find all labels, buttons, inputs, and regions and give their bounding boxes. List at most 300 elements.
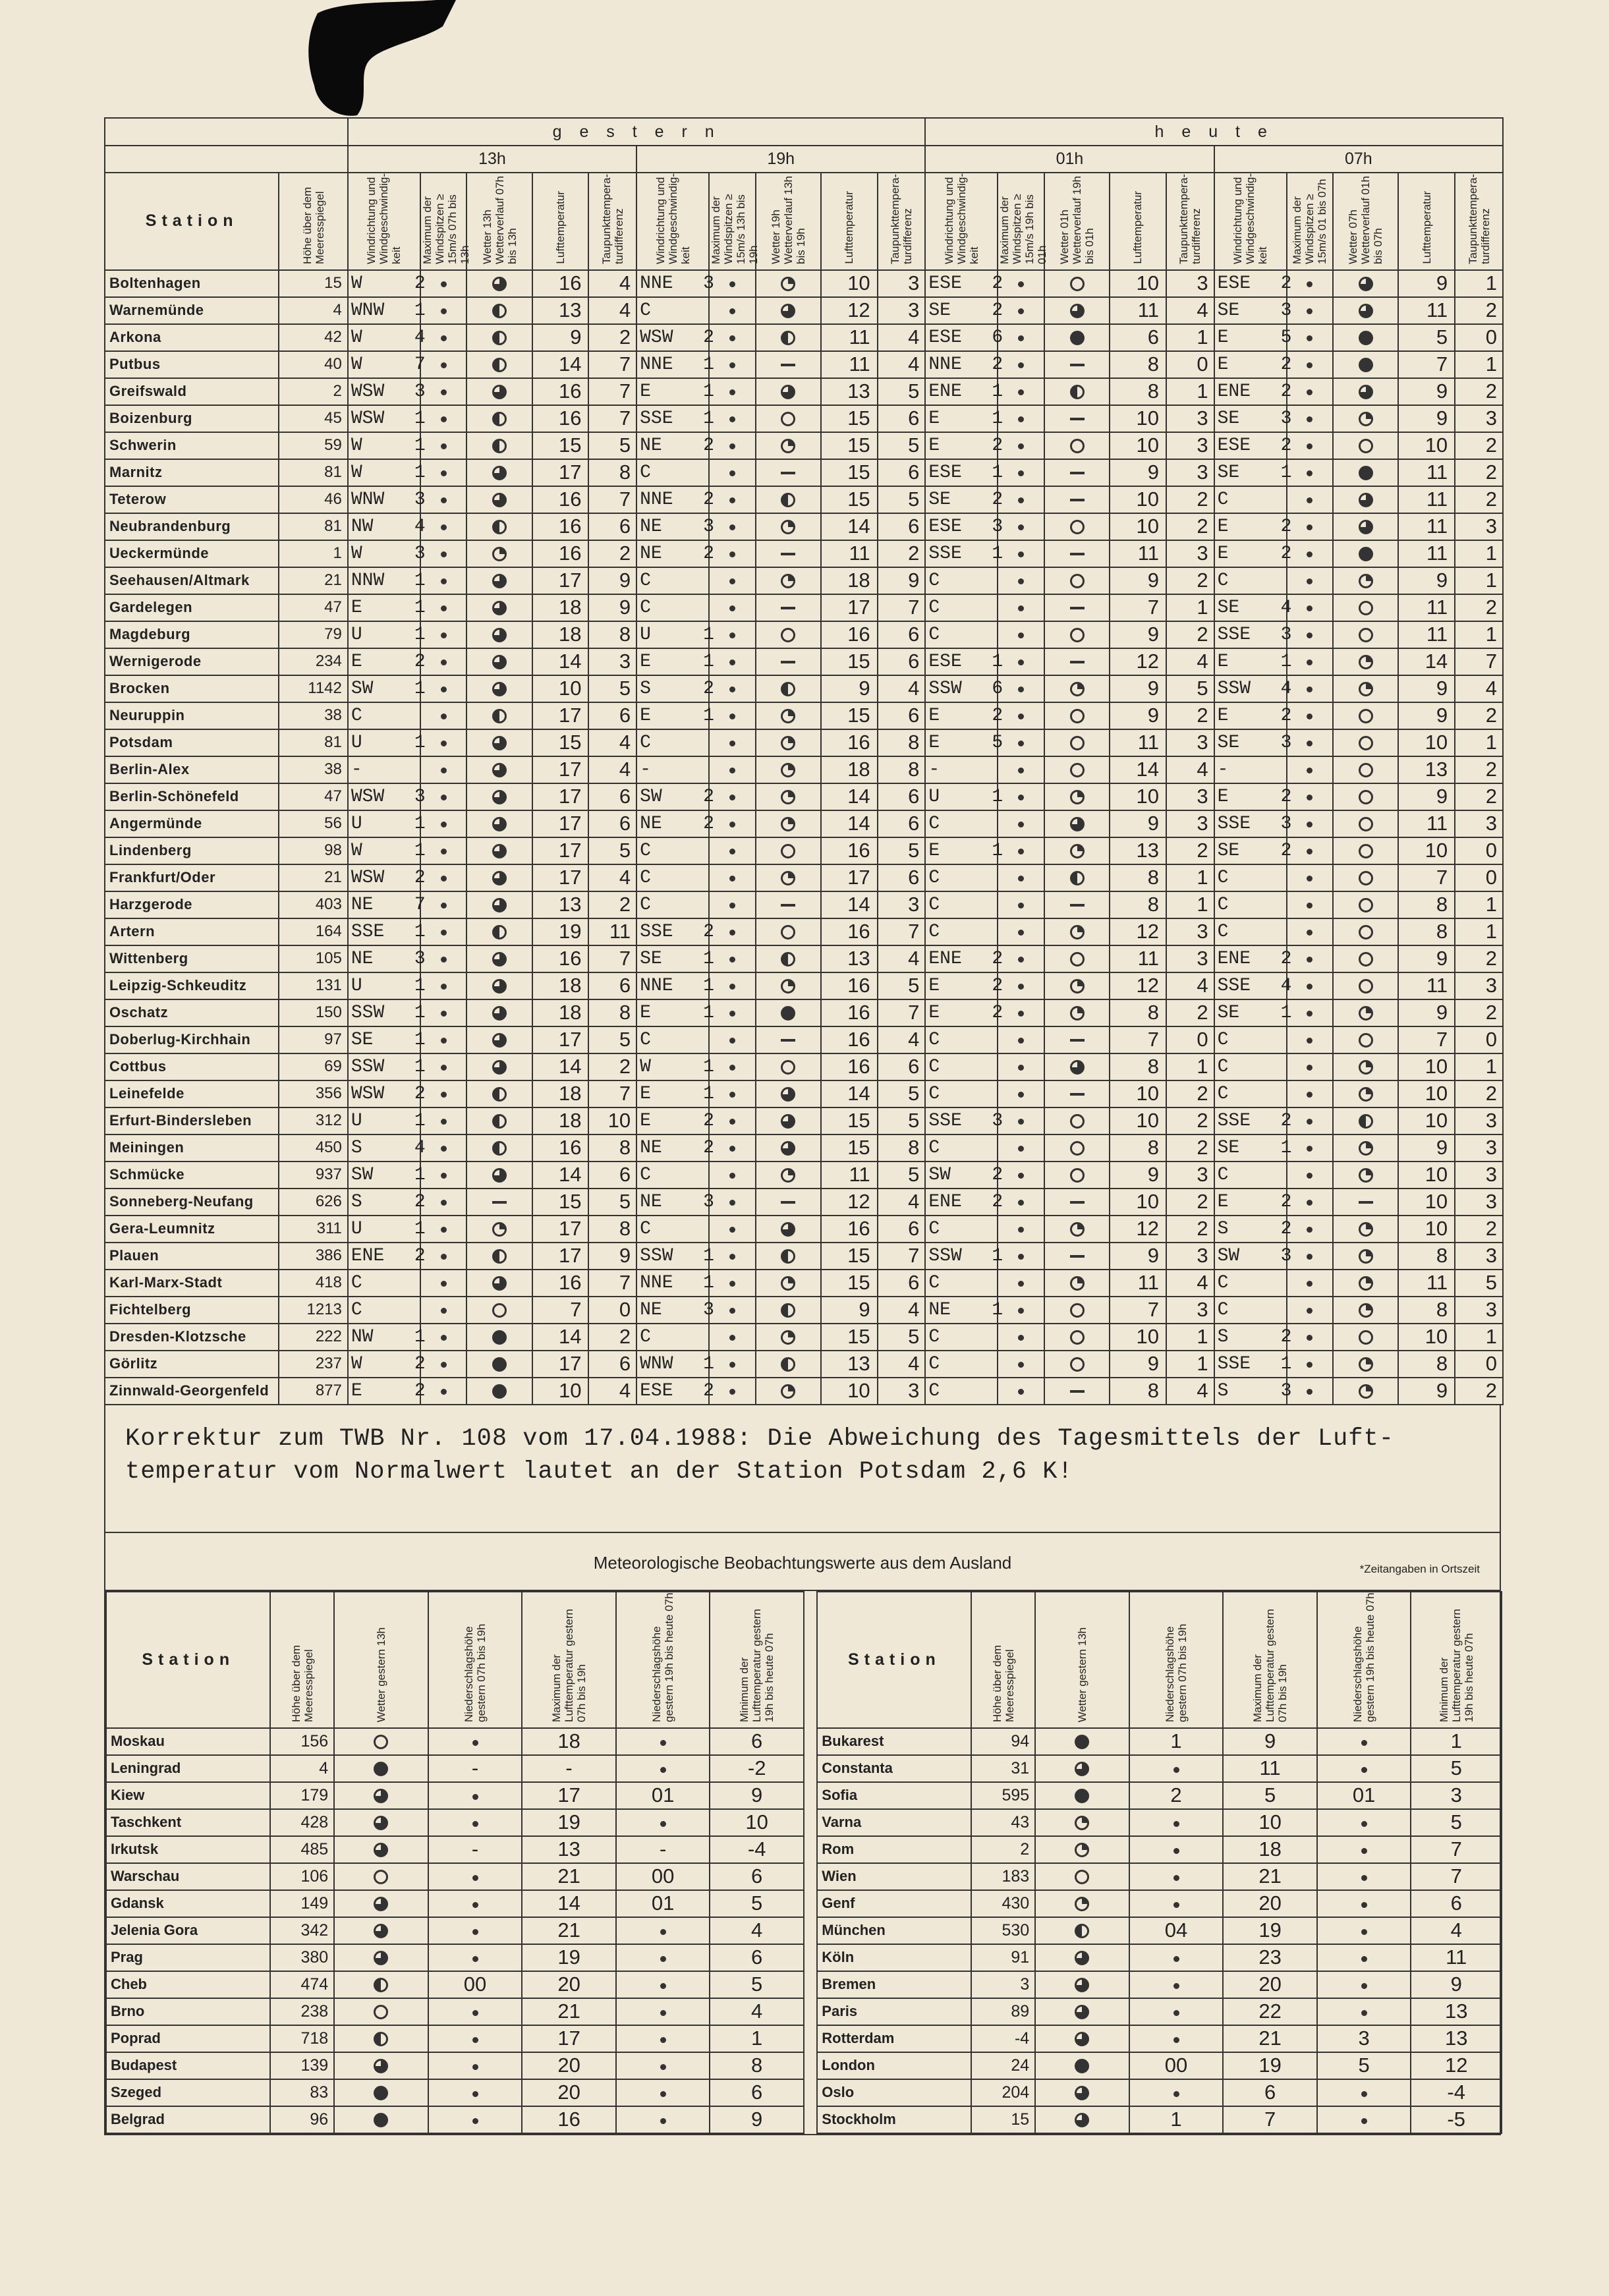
air-temperature: 16	[821, 837, 878, 864]
half-cloud-icon	[1070, 385, 1085, 399]
station-row	[105, 459, 1503, 486]
abroad-station-height: -4	[971, 2025, 1035, 2052]
wind-direction: C	[640, 597, 651, 618]
station-name: Cottbus	[105, 1053, 279, 1080]
mostly-cloudy-icon	[1070, 1060, 1085, 1075]
dewpoint-difference: 5	[878, 837, 926, 864]
dew-07-header: Taupunkttempera-turdifferenz	[1466, 173, 1492, 264]
weather-symbol-cell	[756, 918, 821, 945]
air-temperature: 13	[532, 297, 589, 324]
no-precip-dot-icon	[1361, 2118, 1367, 2124]
no-gust-dot-icon	[1307, 659, 1313, 665]
wind-direction: SW	[351, 678, 374, 699]
station-name: Marnitz	[105, 459, 279, 486]
no-observation-dash-icon	[1070, 364, 1085, 366]
mostly-cloudy-icon	[781, 385, 795, 399]
weather-symbol-cell	[756, 351, 821, 378]
air-temperature: 17	[532, 1216, 589, 1243]
wind-direction: NE	[640, 1299, 662, 1320]
wind-cell	[925, 1270, 998, 1297]
air-temperature: 12	[1110, 1216, 1166, 1243]
min-temperature: 13	[1411, 1998, 1502, 2025]
weather-symbol-cell	[1333, 945, 1398, 972]
mostly-cloudy-icon	[492, 601, 507, 615]
wind-direction: U	[351, 813, 362, 834]
air-temperature: 13	[1398, 756, 1455, 783]
wind-cell	[348, 783, 426, 810]
weather-symbol-cell	[756, 1351, 821, 1378]
no-precip-dot-icon	[472, 2064, 478, 2070]
station-row	[105, 351, 1503, 378]
no-gust-dot-icon	[1307, 416, 1313, 422]
wind-direction: U	[640, 624, 651, 645]
wind-speed: 1	[414, 462, 426, 483]
no-gust-dot-icon	[729, 281, 735, 287]
station-row	[105, 378, 1503, 405]
dewpoint-difference: 5	[588, 1189, 636, 1216]
wind-direction: SSW	[351, 1002, 385, 1023]
max-temperature: 18	[1223, 1836, 1317, 1863]
abroad-station-name: Taschkent	[106, 1809, 270, 1836]
wind-cell	[636, 837, 709, 864]
station-height: 69	[279, 1053, 348, 1080]
wind-cell	[348, 972, 426, 999]
dewpoint-difference: 3	[1166, 810, 1214, 837]
wind-direction: NE	[351, 948, 374, 969]
wind-direction: C	[1217, 1029, 1229, 1050]
station-height: 47	[279, 783, 348, 810]
no-precip-dot-icon	[660, 1821, 666, 1827]
wind-cell	[636, 675, 714, 702]
station-name: Wernigerode	[105, 648, 279, 675]
station-height: 42	[279, 324, 348, 351]
no-gust-dot-icon	[441, 1119, 447, 1125]
abroad-station-name: Bremen	[817, 1971, 971, 1998]
abroad-rows	[106, 1728, 1502, 2133]
half-cloud-icon	[492, 925, 507, 939]
wind-direction: SSE	[640, 408, 673, 429]
wind-direction: NNE	[640, 1272, 673, 1293]
weather-symbol-cell	[1044, 1053, 1110, 1080]
dewpoint-difference: 7	[588, 1270, 636, 1297]
station-height: 40	[279, 351, 348, 378]
weather-symbol-cell	[756, 567, 821, 594]
dewpoint-difference: 2	[1455, 594, 1503, 621]
mostly-cloudy-icon	[492, 1276, 507, 1291]
air-temperature: 10	[1398, 1324, 1455, 1351]
wind-cell	[348, 567, 426, 594]
min-temperature: 5	[1411, 1755, 1502, 1782]
no-precip-dot-icon	[1173, 1848, 1179, 1854]
no-gust-dot-icon	[1018, 768, 1024, 773]
weather-symbol-cell	[1333, 540, 1398, 567]
temp-19-header: Lufttemperatur	[843, 191, 856, 264]
overcast-icon	[1075, 1735, 1089, 1749]
air-temperature: 17	[532, 810, 589, 837]
station-name: Plauen	[105, 1243, 279, 1270]
no-gust-dot-icon	[441, 1011, 447, 1017]
air-temperature: 11	[1398, 1270, 1455, 1297]
abroad-station-header-right: Station	[817, 1592, 971, 1728]
air-temperature: 8	[1110, 891, 1166, 918]
mostly-cloudy-icon	[492, 952, 507, 966]
wind-speed: 2	[1280, 948, 1292, 969]
wind-speed: 2	[1280, 1326, 1292, 1347]
dew-13-header: Taupunkttempera-turdifferenz	[600, 173, 625, 264]
overcast-icon	[1075, 2059, 1089, 2073]
abroad-head-precip1-right: Niederschlagshöhe gestern 07h bis 19h	[1164, 1623, 1189, 1722]
dewpoint-difference: 6	[878, 810, 926, 837]
wind-speed: 3	[414, 786, 426, 807]
wind-cell	[636, 864, 709, 891]
precip-day	[1129, 1809, 1224, 1836]
weather-symbol-cell	[756, 1243, 821, 1270]
wind-direction: C	[351, 1272, 362, 1293]
station-name: Berlin-Schönefeld	[105, 783, 279, 810]
abroad-station-height: 179	[270, 1782, 334, 1809]
precip-day	[428, 1782, 522, 1809]
air-temperature: 18	[532, 594, 589, 621]
wind-direction: NW	[351, 516, 374, 537]
weather-symbol-cell	[466, 1189, 532, 1216]
wind-cell	[925, 513, 1003, 540]
dewpoint-difference: 1	[1455, 567, 1503, 594]
weather-symbol-cell	[756, 297, 821, 324]
half-cloud-icon	[781, 331, 795, 345]
dewpoint-difference: 3	[1166, 729, 1214, 756]
half-cloud-icon	[374, 2032, 388, 2046]
wind-direction: C	[1217, 1083, 1229, 1104]
wind-speed: 5	[992, 732, 1003, 753]
air-temperature: 9	[1398, 783, 1455, 810]
wind-speed: 2	[1280, 354, 1292, 375]
air-temperature: 7	[1110, 1026, 1166, 1053]
air-temperature: 13	[821, 1351, 878, 1378]
dewpoint-difference: 4	[588, 864, 636, 891]
no-gust-dot-icon	[1018, 903, 1024, 909]
wind-cell	[925, 432, 1003, 459]
weather-symbol-cell	[466, 567, 532, 594]
overcast-icon	[374, 2086, 388, 2100]
station-name: Leinefelde	[105, 1080, 279, 1107]
no-gust-dot-icon	[441, 659, 447, 665]
wind-cell	[1214, 1324, 1292, 1351]
wind-cell	[1214, 918, 1287, 945]
abroad-station-height: 3	[971, 1971, 1035, 1998]
no-gust-dot-icon	[441, 741, 447, 746]
wind-cell	[348, 837, 426, 864]
weather-symbol-cell	[756, 1053, 821, 1080]
wind-cell	[925, 1378, 998, 1405]
wind-cell	[925, 1053, 998, 1080]
wind-direction: C	[928, 894, 940, 915]
no-observation-dash-icon	[1070, 1255, 1085, 1258]
weather-symbol-cell	[756, 1270, 821, 1297]
wind-speed: 1	[992, 408, 1003, 429]
no-precip-dot-icon	[1361, 2091, 1367, 2097]
station-height: 418	[279, 1270, 348, 1297]
precip-night: 01	[616, 1890, 710, 1917]
no-gust-dot-icon	[729, 1146, 735, 1152]
air-temperature: 16	[821, 1026, 878, 1053]
dewpoint-difference: 2	[1455, 1080, 1503, 1107]
no-observation-dash-icon	[781, 364, 795, 366]
no-precip-dot-icon	[472, 1956, 478, 1962]
air-temperature: 18	[532, 621, 589, 648]
clear-sky-icon	[1070, 763, 1085, 777]
dewpoint-difference: 6	[588, 810, 636, 837]
dewpoint-difference: 3	[1166, 918, 1214, 945]
hour-19h: 19h	[636, 146, 925, 173]
wind-direction: -	[351, 759, 362, 780]
wind-speed: 1	[414, 1029, 426, 1050]
dewpoint-difference: 8	[588, 1134, 636, 1162]
dewpoint-difference: 4	[588, 297, 636, 324]
dewpoint-difference: 1	[1455, 621, 1503, 648]
air-temperature: 9	[821, 675, 878, 702]
weather-symbol-cell	[1333, 783, 1398, 810]
station-height: 81	[279, 513, 348, 540]
half-cloud-icon	[492, 412, 507, 426]
wind-cell	[1214, 945, 1292, 972]
abroad-station-height: 530	[971, 1917, 1035, 1944]
no-gust-dot-icon	[441, 714, 447, 719]
weather-symbol-cell	[1333, 648, 1398, 675]
wind-cell	[1214, 783, 1292, 810]
no-observation-dash-icon	[781, 1201, 795, 1204]
weather-symbol-cell	[466, 1162, 532, 1189]
air-temperature: 18	[532, 1080, 589, 1107]
no-precip-dot-icon	[472, 1794, 478, 1800]
abroad-station-height: 94	[971, 1728, 1035, 1755]
air-temperature: 14	[1398, 648, 1455, 675]
wind-cell	[925, 783, 1003, 810]
light-cloud-icon	[781, 1276, 795, 1291]
wind-cell	[348, 297, 426, 324]
no-precip-dot-icon	[1173, 1875, 1179, 1881]
wind-direction: ESE	[928, 327, 962, 348]
station-name: Arkona	[105, 324, 279, 351]
weather-symbol-cell	[1044, 972, 1110, 999]
no-gust-dot-icon	[1307, 1389, 1313, 1395]
no-observation-dash-icon	[1070, 553, 1085, 555]
wind-speed: 1	[703, 381, 714, 402]
wind-cell	[348, 1080, 426, 1107]
no-gust-dot-icon	[1307, 1335, 1313, 1341]
wind-direction: C	[640, 1029, 651, 1050]
wind-speed: 2	[1280, 435, 1292, 456]
wind-direction: SE	[640, 948, 662, 969]
half-cloud-icon	[492, 1087, 507, 1102]
air-temperature: 13	[1110, 837, 1166, 864]
dewpoint-difference: 4	[588, 729, 636, 756]
no-precip-dot-icon	[1173, 1983, 1179, 1989]
wind-cell	[348, 432, 426, 459]
wind-speed: 1	[414, 597, 426, 618]
wind-cell	[636, 648, 714, 675]
mostly-cloudy-icon	[1070, 304, 1085, 318]
wind-cell	[636, 459, 709, 486]
overcast-icon	[374, 2113, 388, 2127]
wind-cell	[348, 702, 420, 729]
light-cloud-icon	[781, 439, 795, 453]
no-gust-dot-icon	[1018, 389, 1024, 395]
dewpoint-difference: 0	[1455, 837, 1503, 864]
wind-direction: SSW	[928, 678, 962, 699]
dewpoint-difference: 2	[1166, 486, 1214, 513]
wind-speed: 1	[703, 1353, 714, 1374]
mostly-cloudy-icon	[492, 817, 507, 831]
abroad-head-tmin-left: Minimum der Lufttemperatur gestern 19h bis heute 07h	[738, 1608, 776, 1722]
weather-symbol-cell	[1044, 729, 1110, 756]
dewpoint-difference: 6	[588, 1351, 636, 1378]
air-temperature: 13	[821, 945, 878, 972]
abroad-station-name: Brno	[106, 1998, 270, 2025]
abroad-head-tmax-right: Maximum der Lufttemperatur gestern 07h bis 19h	[1251, 1608, 1289, 1722]
air-temperature: 11	[1110, 729, 1166, 756]
wind-speed: 1	[414, 813, 426, 834]
air-temperature: 10	[1110, 513, 1166, 540]
wind-direction: S	[640, 678, 651, 699]
wind-cell	[348, 1053, 426, 1080]
max-temperature: 19	[522, 1809, 616, 1836]
no-gust-dot-icon	[1307, 1362, 1313, 1368]
no-precip-dot-icon	[1361, 2010, 1367, 2016]
half-cloud-icon	[781, 952, 795, 966]
dewpoint-difference: 0	[1455, 1351, 1503, 1378]
precip-night	[1317, 1890, 1411, 1917]
air-temperature: 11	[1398, 513, 1455, 540]
no-gust-dot-icon	[1018, 822, 1024, 827]
dewpoint-difference: 6	[588, 1162, 636, 1189]
dewpoint-difference: 5	[588, 1026, 636, 1053]
dewpoint-difference: 5	[878, 1324, 926, 1351]
wind-direction: U	[928, 786, 940, 807]
wind-cell	[636, 594, 709, 621]
wind-direction: SW	[351, 1164, 374, 1185]
dewpoint-difference: 2	[1166, 513, 1214, 540]
light-cloud-icon	[1359, 1249, 1373, 1264]
no-observation-dash-icon	[781, 607, 795, 609]
dewpoint-difference: 2	[588, 324, 636, 351]
dewpoint-difference: 3	[1455, 810, 1503, 837]
half-cloud-icon	[492, 358, 507, 372]
max-temperature: 20	[1223, 1890, 1317, 1917]
dew-19-header: Taupunkttempera-turdifferenz	[889, 173, 915, 264]
wind-direction: SE	[1217, 840, 1240, 861]
air-temperature: 10	[1110, 1080, 1166, 1107]
wind-cell	[348, 1297, 420, 1324]
station-row	[105, 594, 1503, 621]
dewpoint-difference: 3	[1455, 1107, 1503, 1134]
precip-day: -	[428, 1755, 522, 1782]
wind-cell	[636, 783, 714, 810]
weather-symbol-cell	[756, 621, 821, 648]
weather-symbol-cell	[1333, 837, 1398, 864]
no-observation-dash-icon	[1359, 1201, 1373, 1204]
dewpoint-difference: 6	[878, 648, 926, 675]
light-cloud-icon	[1359, 1168, 1373, 1183]
dewpoint-difference: 7	[878, 594, 926, 621]
no-gust-dot-icon	[441, 1254, 447, 1260]
weather-symbol-cell	[1333, 675, 1398, 702]
weather-symbol-cell	[1044, 1324, 1110, 1351]
air-temperature: 11	[1398, 459, 1455, 486]
mostly-cloudy-icon	[492, 871, 507, 885]
station-name: Boizenburg	[105, 405, 279, 432]
precip-day	[428, 1863, 522, 1890]
light-cloud-icon	[1070, 682, 1085, 696]
weather-symbol-cell	[756, 729, 821, 756]
wind-direction: C	[928, 1029, 940, 1050]
abroad-station-name: Varna	[817, 1809, 971, 1836]
abroad-weather-cell	[334, 2025, 428, 2052]
max-temperature: 19	[522, 1944, 616, 1971]
light-cloud-icon	[1070, 1006, 1085, 1021]
no-gust-dot-icon	[1307, 308, 1313, 314]
weather-symbol-cell	[466, 594, 532, 621]
dewpoint-difference: 4	[878, 1189, 926, 1216]
abroad-weather-cell	[334, 1809, 428, 1836]
clear-sky-icon	[1070, 1303, 1085, 1318]
half-cloud-icon	[492, 1114, 507, 1129]
wind-direction: C	[640, 867, 651, 888]
overcast-icon	[1070, 331, 1085, 345]
wind-speed: 4	[414, 516, 426, 537]
weather-symbol-cell	[756, 378, 821, 405]
wind-speed: 2	[703, 327, 714, 348]
dewpoint-difference: 1	[1455, 891, 1503, 918]
dewpoint-difference: 9	[878, 567, 926, 594]
abroad-row	[106, 2079, 1502, 2106]
mostly-cloudy-icon	[1359, 520, 1373, 534]
no-precip-dot-icon	[1361, 1767, 1367, 1773]
wind-speed: 1	[992, 381, 1003, 402]
no-gust-dot-icon	[1307, 335, 1313, 341]
weather-symbol-cell	[466, 513, 532, 540]
weather-symbol-cell	[1044, 756, 1110, 783]
wind-cell	[636, 1107, 714, 1134]
max-temperature: 17	[522, 2025, 616, 2052]
dewpoint-difference: 7	[878, 999, 926, 1026]
wind-speed: 1	[703, 354, 714, 375]
weather-symbol-cell	[1333, 270, 1398, 297]
no-gust-dot-icon	[1018, 1065, 1024, 1071]
station-rows	[105, 270, 1503, 1405]
wind-cell	[925, 324, 1003, 351]
dewpoint-difference: 2	[1166, 1080, 1214, 1107]
dewpoint-difference: 3	[1166, 945, 1214, 972]
dewpoint-difference: 7	[588, 351, 636, 378]
no-precip-dot-icon	[1173, 2037, 1179, 2043]
wind-direction: C	[928, 1326, 940, 1347]
wind-speed: 3	[414, 948, 426, 969]
wind-cell	[925, 648, 1003, 675]
no-gust-dot-icon	[729, 686, 735, 692]
wind-speed: 3	[703, 1191, 714, 1212]
air-temperature: 11	[1110, 297, 1166, 324]
air-temperature: 15	[532, 432, 589, 459]
abroad-station-height: 156	[270, 1728, 334, 1755]
weather-symbol-cell	[1333, 432, 1398, 459]
air-temperature: 16	[821, 918, 878, 945]
weather-symbol-cell	[1044, 702, 1110, 729]
station-name: Warnemünde	[105, 297, 279, 324]
air-temperature: 16	[821, 999, 878, 1026]
hour-07h: 07h	[1214, 146, 1503, 173]
weather-symbol-cell	[466, 540, 532, 567]
dewpoint-difference: 5	[588, 675, 636, 702]
